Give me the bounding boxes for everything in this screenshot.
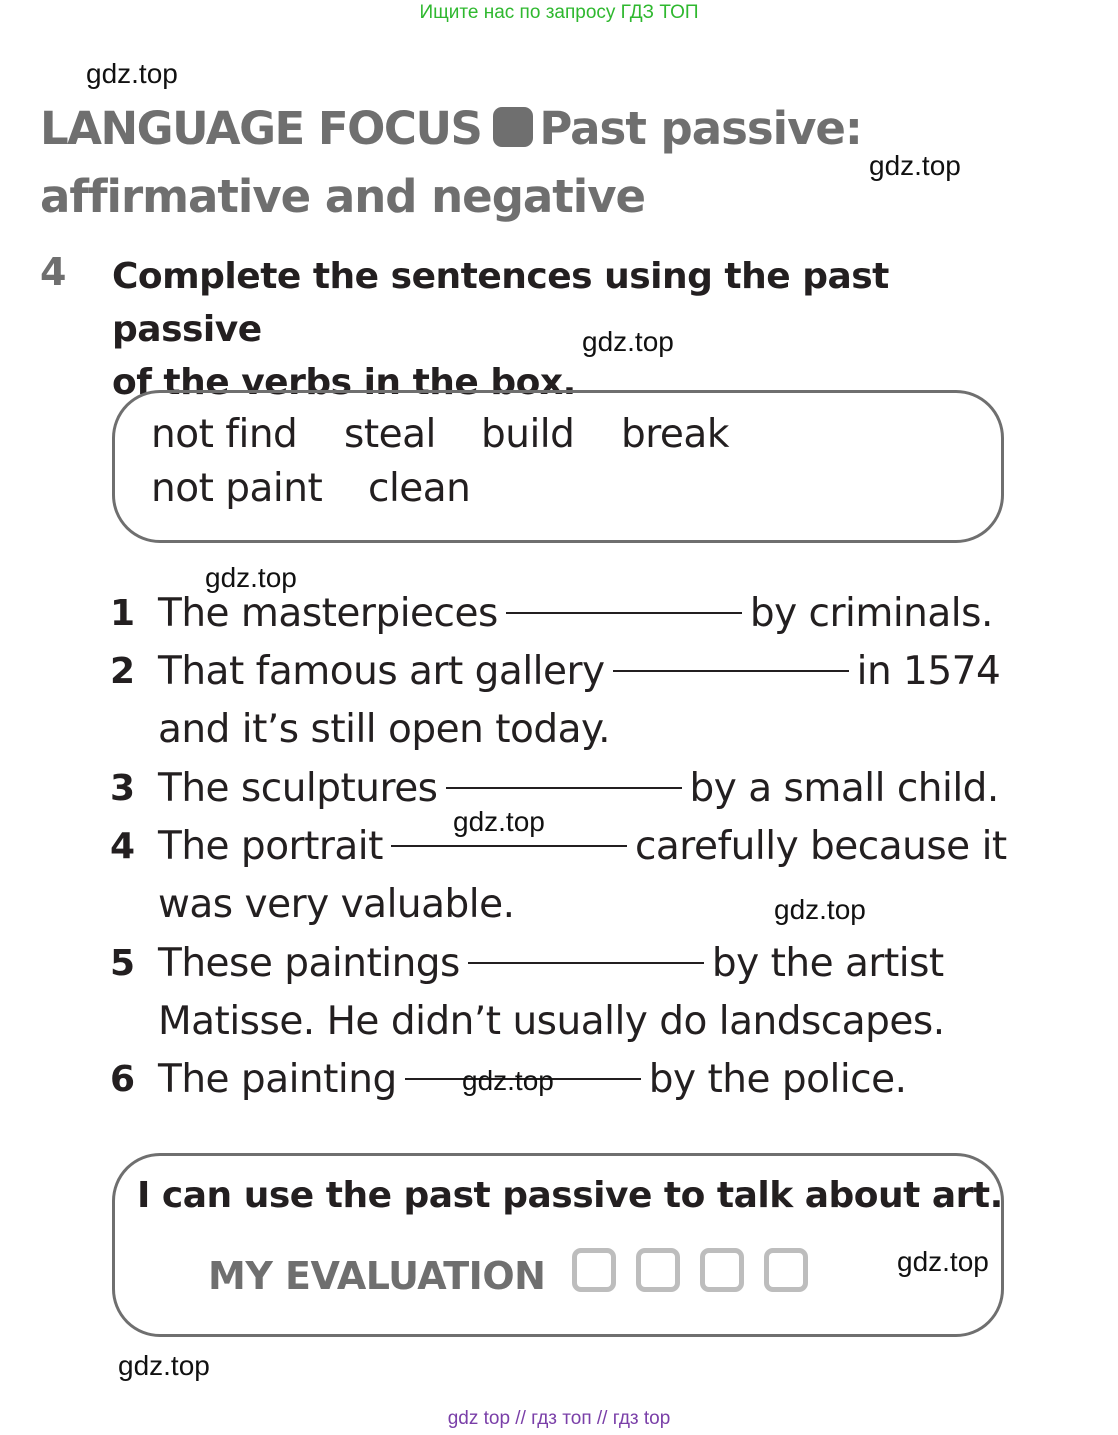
instruction-line2: of the verbs in the box. — [112, 362, 576, 403]
evaluation-checkbox[interactable] — [700, 1248, 744, 1292]
sentence-after: carefully because it — [634, 824, 1007, 869]
evaluation-checkbox[interactable] — [636, 1248, 680, 1292]
sentence-number: 4 — [110, 826, 135, 867]
exercise-instruction — [112, 250, 1012, 409]
sentence-number: 1 — [110, 593, 135, 634]
evaluation-checkbox[interactable] — [572, 1248, 616, 1292]
sentence-after: in 1574 — [856, 649, 1001, 694]
answer-blank[interactable] — [613, 670, 849, 672]
watermark: gdz.top — [774, 894, 866, 925]
sentence — [158, 818, 1007, 876]
sentence-before: The masterpieces — [158, 591, 498, 636]
evaluation-label: MY EVALUATION — [208, 1254, 546, 1298]
sentence-before: The painting — [158, 1057, 397, 1102]
sentence-continuation: was very valuable. — [158, 882, 515, 927]
word-box-item: build — [481, 412, 575, 457]
section-title — [40, 95, 862, 231]
square-bullet-icon — [493, 107, 533, 147]
sentence — [158, 935, 944, 993]
sentence — [158, 643, 1000, 701]
answer-blank[interactable] — [446, 787, 682, 789]
sentence-number: 3 — [110, 768, 135, 809]
sentence-number: 2 — [110, 651, 135, 692]
top-banner[interactable]: Ищите нас по запросу ГДЗ ТОП — [419, 2, 699, 23]
answer-blank[interactable] — [506, 612, 742, 614]
title-part1: LANGUAGE FOCUS — [40, 102, 482, 155]
can-do-statement: I can use the past passive to talk about art. — [137, 1175, 1003, 1216]
watermark: gdz.top — [86, 58, 178, 89]
watermark: gdz.top — [897, 1246, 989, 1277]
sentence-after: by criminals. — [749, 591, 993, 636]
watermark: gdz.top — [205, 562, 297, 593]
sentence-number: 5 — [110, 943, 135, 984]
sentence-after: by a small child. — [689, 766, 999, 811]
instruction-line1: Complete the sentences using the past passive — [112, 256, 889, 350]
sentence-before: The sculptures — [158, 766, 438, 811]
watermark: gdz.top — [453, 806, 545, 837]
sentence-after: by the police. — [648, 1057, 907, 1102]
exercise-number: 4 — [40, 250, 67, 294]
sentence-before: These paintings — [158, 941, 460, 986]
sentence-continuation: Matisse. He didn’t usually do landscapes. — [158, 999, 945, 1044]
watermark: gdz.top — [869, 150, 961, 181]
title-part2: Past passive: — [539, 102, 862, 155]
sentence-continuation: and it’s still open today. — [158, 707, 610, 752]
sentence-after: by the artist — [711, 941, 944, 986]
footer-links[interactable]: gdz top // гдз топ // гдз top — [447, 1408, 671, 1429]
watermark: gdz.top — [582, 326, 674, 357]
word-box-item: steal — [344, 412, 436, 457]
watermark: gdz.top — [118, 1350, 210, 1381]
title-line2: affirmative and negative — [40, 170, 646, 223]
word-box-item: not find — [151, 412, 298, 457]
sentence — [158, 760, 999, 818]
sentence-before: The portrait — [158, 824, 383, 869]
word-box-item: not paint — [151, 466, 323, 511]
word-box-item: clean — [368, 466, 471, 511]
watermark: gdz.top — [462, 1065, 554, 1096]
sentence-before: That famous art gallery — [158, 649, 605, 694]
sentence-number: 6 — [110, 1059, 135, 1100]
evaluation-checkbox[interactable] — [764, 1248, 808, 1292]
sentence — [158, 585, 993, 643]
answer-blank[interactable] — [391, 845, 627, 847]
answer-blank[interactable] — [468, 962, 704, 964]
word-box-item: break — [621, 412, 729, 457]
